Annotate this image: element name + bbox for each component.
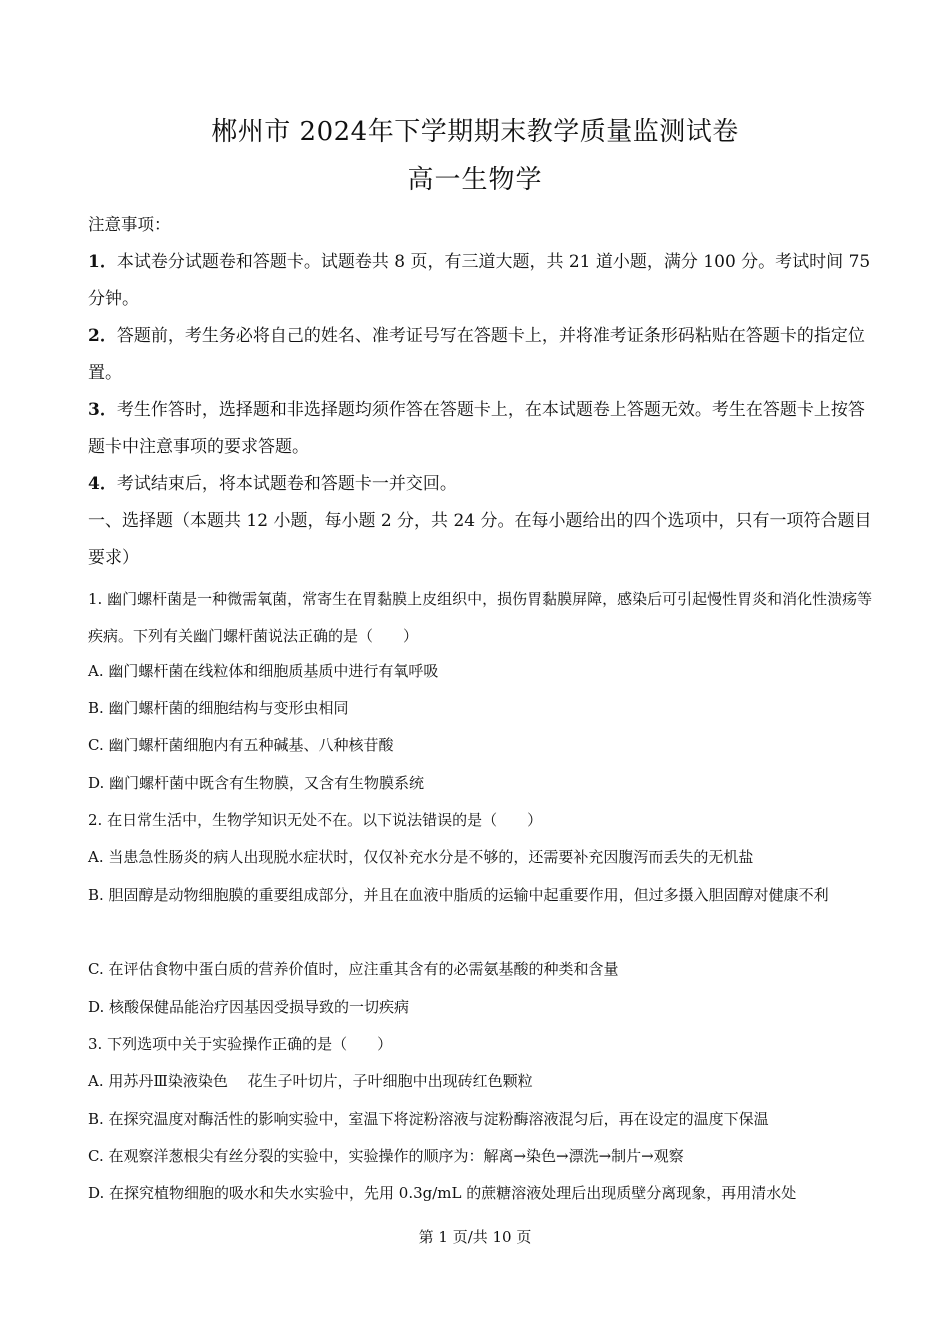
- exam-title: 郴州市 2024年下学期期末教学质量监测试卷: [211, 117, 739, 147]
- notes-heading: 注意事项：: [88, 215, 171, 234]
- question-stem: 2. 在日常生活中，生物学知识无处不在。以下说法错误的是（ ）: [88, 811, 543, 829]
- question-option: B. 在探究温度对酶活性的影响实验中，室温下将淀粉溶液与淀粉酶溶液混匀后，再在设定的温度下保温: [88, 1110, 769, 1128]
- section-heading: 一、选择题（本题共 12 小题，每小题 2 分，共 24 分。在每小题给出的四个选项中，只有一项符合题目要求）: [88, 511, 872, 568]
- note-item: [88, 318, 878, 392]
- note-item: [88, 392, 878, 466]
- note-text: 答题前，考生务必将自己的姓名、准考证号写在答题卡上，并将准考证条形码粘贴在答题卡的指定位置。: [88, 326, 865, 383]
- question-option: A. 幽门螺杆菌在线粒体和细胞质基质中进行有氧呼吸: [88, 662, 439, 680]
- note-number: 4．: [88, 474, 117, 494]
- note-text: 考生作答时，选择题和非选择题均须作答在答题卡上，在本试题卷上答题无效。考生在答题卡上按答题卡中注意事项的要求答题。: [88, 400, 865, 457]
- note-number: 1．: [88, 252, 117, 272]
- note-number: 3．: [88, 400, 117, 420]
- question-option: D. 幽门螺杆菌中既含有生物膜，又含有生物膜系统: [88, 774, 425, 792]
- note-item: [88, 466, 878, 503]
- question-option: C. 在观察洋葱根尖有丝分裂的实验中，实验操作的顺序为：解离→染色→漂洗→制片→观察: [88, 1147, 684, 1165]
- note-text: 考试结束后，将本试题卷和答题卡一并交回。: [116, 474, 457, 494]
- note-text: 本试卷分试题卷和答题卡。试题卷共 8 页，有三道大题，共 21 道小题，满分 100 分。考试时间 75 分钟。: [88, 252, 871, 309]
- question-stem: 3. 下列选项中关于实验操作正确的是（ ）: [88, 1035, 393, 1053]
- question-option: D. 在探究植物细胞的吸水和失水实验中，先用 0.3g/mL 的蔗糖溶液处理后出现质壁分离现象，再用清水处: [88, 1184, 797, 1202]
- question-stem: 1. 幽门螺杆菌是一种微需氧菌，常寄生在胃黏膜上皮组织中，损伤胃黏膜屏障，感染后可引起慢性胃炎和消化性溃疡等疾病。下列有关幽门螺杆菌说法正确的是（ ）: [88, 590, 873, 645]
- note-item: [88, 244, 878, 318]
- question-option: B. 幽门螺杆菌的细胞结构与变形虫相同: [88, 699, 349, 717]
- question-option: C. 幽门螺杆菌细胞内有五种碱基、八种核苷酸: [88, 736, 394, 754]
- page-number: 第 1 页/共 10 页: [418, 1228, 532, 1246]
- note-number: 2．: [88, 326, 117, 346]
- question-option: D. 核酸保健品能治疗因基因受损导致的一切疾病: [88, 998, 410, 1016]
- subject-title: 高一生物学: [407, 165, 543, 195]
- question-option: A. 当患急性肠炎的病人出现脱水症状时，仅仅补充水分是不够的，还需要补充因腹泻而丢失的无机盐: [88, 848, 754, 866]
- question-option: B. 胆固醇是动物细胞膜的重要组成部分，并且在血液中脂质的运输中起重要作用，但过多摄入胆固醇对健康不利: [88, 886, 829, 904]
- question-option: C. 在评估食物中蛋白质的营养价值时，应注重其含有的必需氨基酸的种类和含量: [88, 960, 619, 978]
- question-option: A. 用苏丹Ⅲ染液染色 花生子叶切片，子叶细胞中出现砖红色颗粒: [88, 1072, 533, 1090]
